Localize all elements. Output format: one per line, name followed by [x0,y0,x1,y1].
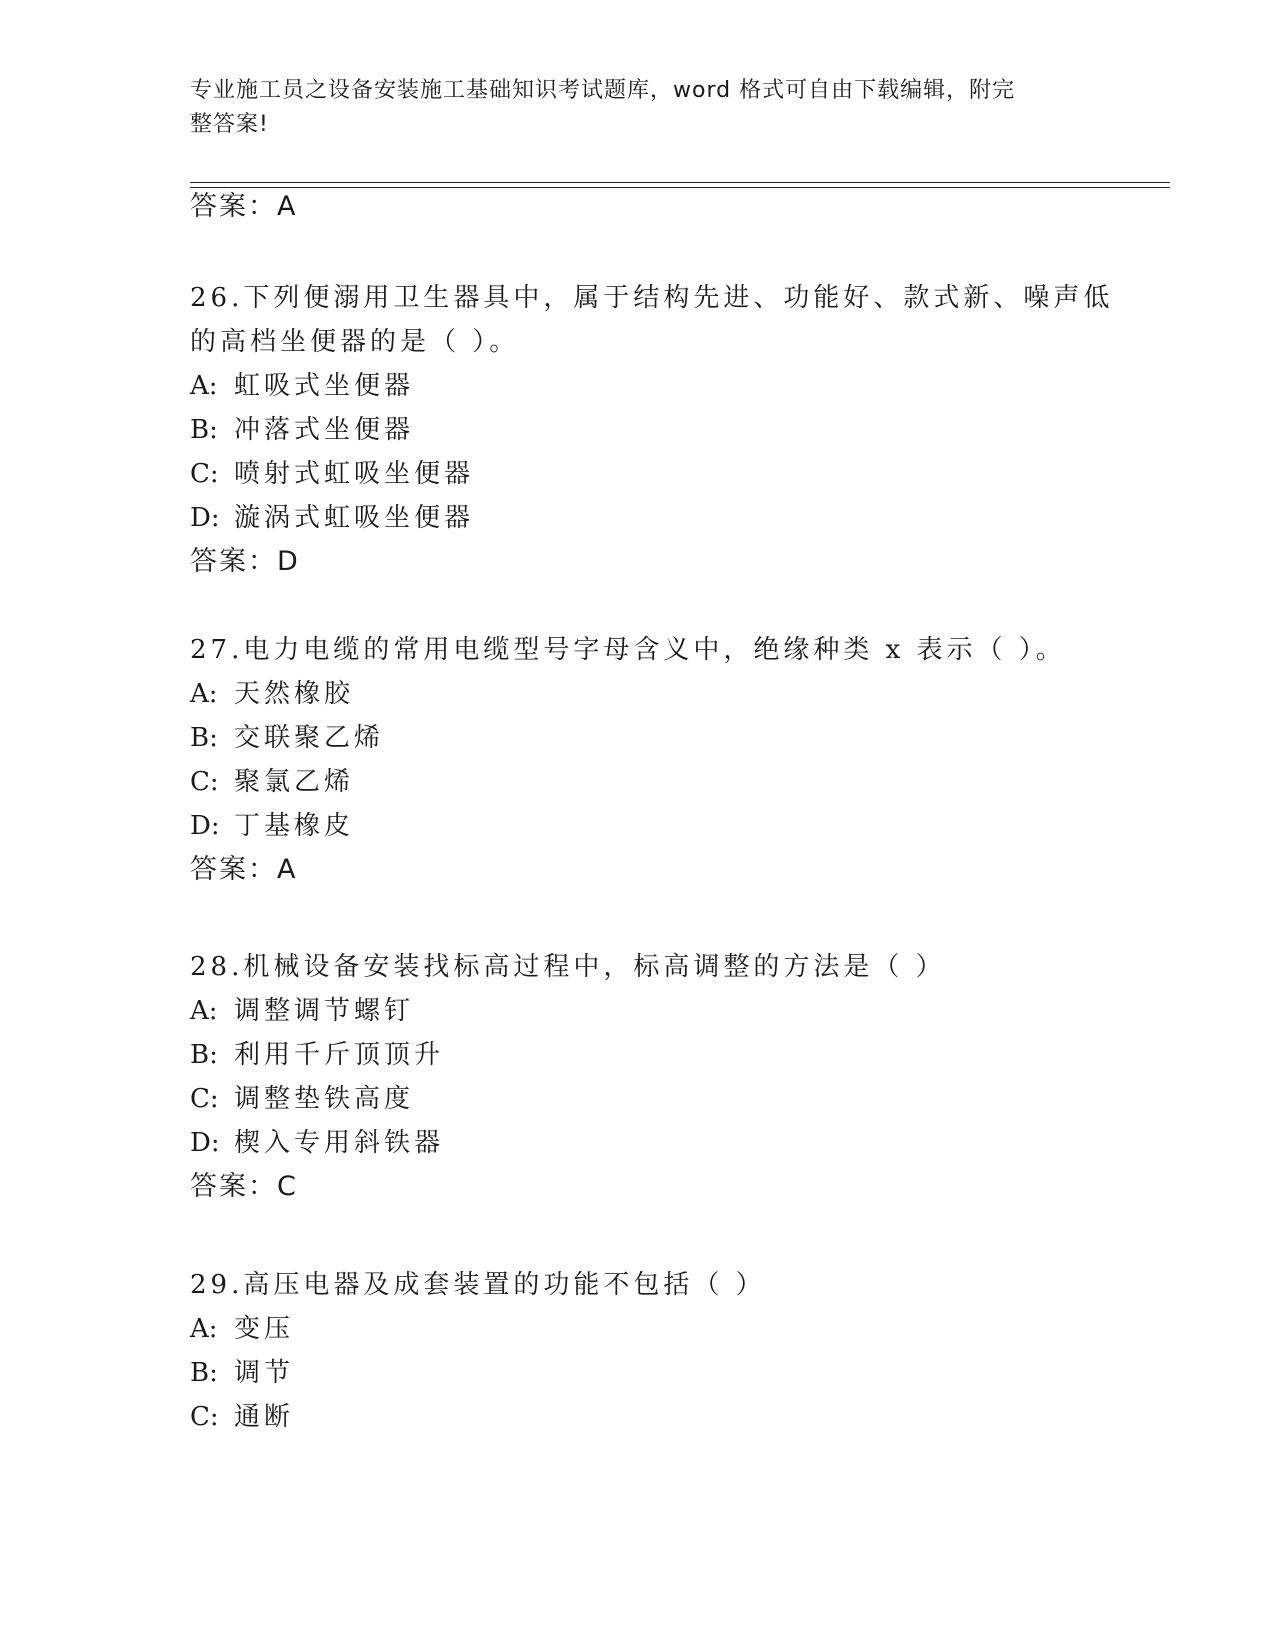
question-stem: 27.电力电缆的常用电缆型号字母含义中，绝缘种类 x 表示（ ）。 [190,635,1066,665]
option-b [190,1356,294,1390]
header-divider-top [190,182,1170,183]
option-text: 聚氯乙烯 [234,767,355,797]
option-text: 天然橡胶 [234,679,355,709]
question-stem: 26.下列便溺用卫生器具中，属于结构先进、功能好、款式新、噪声低 [190,283,1114,313]
option-a [190,1312,294,1346]
document-header [190,74,1090,142]
option-a [190,369,414,403]
question-stem-continued: 的高档坐便器的是（ ）。 [190,327,520,357]
option-text: 通断 [234,1402,295,1432]
option-letter: A: [190,371,218,401]
option-letter: B: [190,1040,218,1070]
option-letter: D: [190,1128,220,1158]
answer-label: 答案：C [190,1171,298,1202]
option-letter: B: [190,1358,218,1388]
option-letter: C: [190,1402,219,1432]
option-c [190,1400,294,1434]
option-letter: C: [190,1084,219,1114]
option-a [190,994,414,1028]
option-letter: C: [190,767,219,797]
option-text: 变压 [234,1314,295,1344]
option-text: 利用千斤顶顶升 [234,1040,445,1070]
option-d [190,501,474,535]
option-text: 虹吸式坐便器 [234,371,415,401]
option-text: 调节 [234,1358,295,1388]
option-c [190,457,474,491]
option-d [190,809,354,843]
option-text: 调整调节螺钉 [234,996,415,1026]
option-d [190,1126,444,1160]
option-b [190,1038,444,1072]
option-letter: B: [190,415,218,445]
question-stem: 29.高压电器及成套装置的功能不包括（ ） [190,1270,766,1300]
question-stem: 28.机械设备安装找标高过程中，标高调整的方法是（ ） [190,952,946,982]
header-line-2: 整答案! [190,112,269,137]
option-letter: B: [190,723,218,753]
answer-label: 答案：D [190,546,300,577]
option-letter: A: [190,996,218,1026]
answer-label: 答案：A [190,854,298,885]
option-text: 漩涡式虹吸坐便器 [234,503,475,533]
option-a [190,677,354,711]
answer-label: 答案：A [190,191,298,222]
option-letter: A: [190,679,218,709]
option-text: 楔入专用斜铁器 [234,1128,445,1158]
option-letter: D: [190,811,220,841]
option-letter: C: [190,459,219,489]
option-text: 调整垫铁高度 [234,1084,415,1114]
option-text: 丁基橡皮 [234,811,355,841]
option-b [190,721,384,755]
option-c [190,1082,414,1116]
header-divider-bottom [190,187,1170,188]
option-c [190,765,354,799]
option-letter: D: [190,503,220,533]
option-text: 冲落式坐便器 [234,415,415,445]
header-line-1: 专业施工员之设备安装施工基础知识考试题库，word 格式可自由下载编辑，附完 [190,78,1016,103]
option-text: 喷射式虹吸坐便器 [234,459,475,489]
option-text: 交联聚乙烯 [234,723,385,753]
option-b [190,413,414,447]
option-letter: A: [190,1314,218,1344]
